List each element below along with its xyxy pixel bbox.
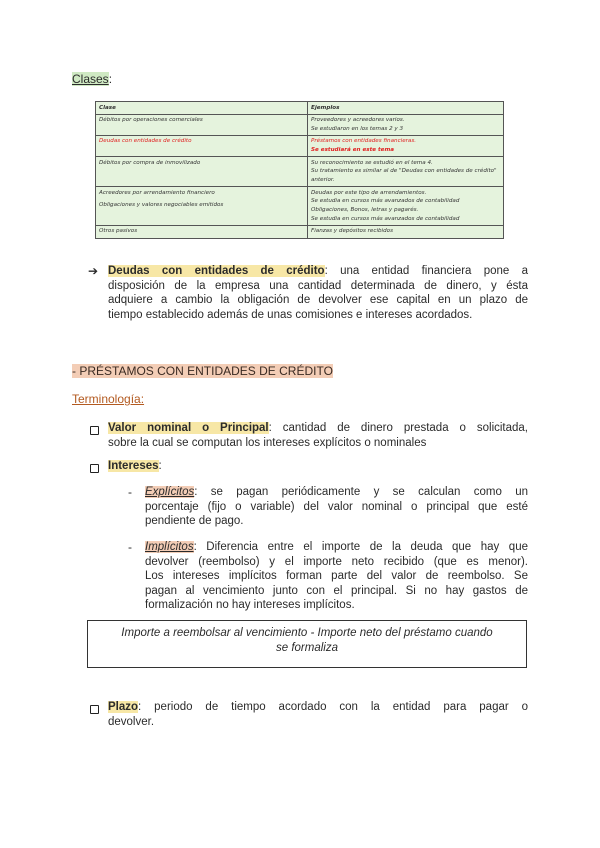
intereses-paragraph: Intereses: [108,460,162,472]
deudas-paragraph: Deudas con entidades de crédito: una entidad financiera pone a disposición de la empresa una cantidad determinada de dinero, y ésta adquiere a cambio la obligación de devolver ese capital en un plazo de tiempo establecido además de unas comisiones e intereses acordados. [108,265,528,321]
intereses-term: Intereses [108,460,159,472]
table-cell-ejemplos: Proveedores y acreedores varios. Se estudiaron en los temas 2 y 3 [308,114,504,135]
table-row [96,225,504,238]
table-cell-ejemplos: Su reconocimiento se estudió en el tema 4. Su tratamiento es similar al de "Deudas con entidades de crédito" anterior. [308,157,504,187]
table-cell-ejemplos: Fianzas y depósitos recibidos [308,225,504,238]
dash-bullet: - [128,540,132,554]
classes-table [95,101,504,239]
deudas-term: Deudas con entidades de crédito [108,265,325,277]
implicitos-paragraph: Implícitos: Diferencia entre el importe de la deuda que hay que devolver (reembolso) y el importe neto recibido (que es menor). Los intereses implícitos forman parte del valor de reembolso. Se pagan al vencimiento junto con el principal. Si no hay gastos de formalización no hay intereses implícitos. [145,541,528,611]
table-cell-clase: Acreedores por arrendamiento financiero Obligaciones y valores negociables emitidos [96,187,308,226]
valor-nominal-term: Valor nominal o Principal [108,422,269,434]
table-cell-clase: Deudas con entidades de crédito [96,135,308,156]
table-row [96,187,504,226]
table-cell-ejemplos: Deudas por este tipo de arrendamientos. Se estudia en cursos más avanzados de contabilidad Obligaciones, Bonos, letras y pagarés. Se estudia en cursos más avanzados de contabilidad [308,187,504,226]
dash-bullet: - [128,485,132,499]
explicitos-paragraph: Explícitos: se pagan periódicamente y se calculan como un porcentaje (fijo o variable) del valor nominal o principal que esté pendiente de pago. [145,486,528,527]
arrow-icon: ➔ [88,264,99,278]
valor-nominal-paragraph: Valor nominal o Principal: cantidad de dinero prestada o solicitada, sobre la cual se computan los intereses explícitos o nominales [108,422,528,449]
terminologia-heading: Terminología: [72,392,145,406]
plazo-term: Plazo [108,701,139,713]
table-cell-ejemplos: Préstamos con entidades financieras. Se estudiará en este tema [308,135,504,156]
explicitos-term: Explícitos [145,486,195,498]
table-row [96,114,504,135]
table-header-row [96,102,504,115]
checkbox-icon [90,464,99,473]
section-heading: - PRÉSTAMOS CON ENTIDADES DE CRÉDITO [72,364,333,378]
table-row [96,135,504,156]
table-cell-clase: Débitos por compra de inmovilizado [96,157,308,187]
checkbox-icon [90,426,99,435]
formula-box: Importe a reembolsar al vencimiento - Importe neto del préstamo cuando se formaliza [87,620,527,668]
table-cell-clase: Débitos por operaciones comerciales [96,114,308,135]
checkbox-icon [90,705,99,714]
table-row [96,157,504,187]
clases-heading: Clases: [72,72,113,86]
table-header-clase: Clase [96,102,308,115]
implicitos-term: Implícitos [145,541,194,553]
table-header-ejemplos: Ejemplos [308,102,504,115]
table-cell-clase: Otros pasivos [96,225,308,238]
plazo-paragraph: Plazo: periodo de tiempo acordado con la entidad para pagar o devolver. [108,701,528,728]
